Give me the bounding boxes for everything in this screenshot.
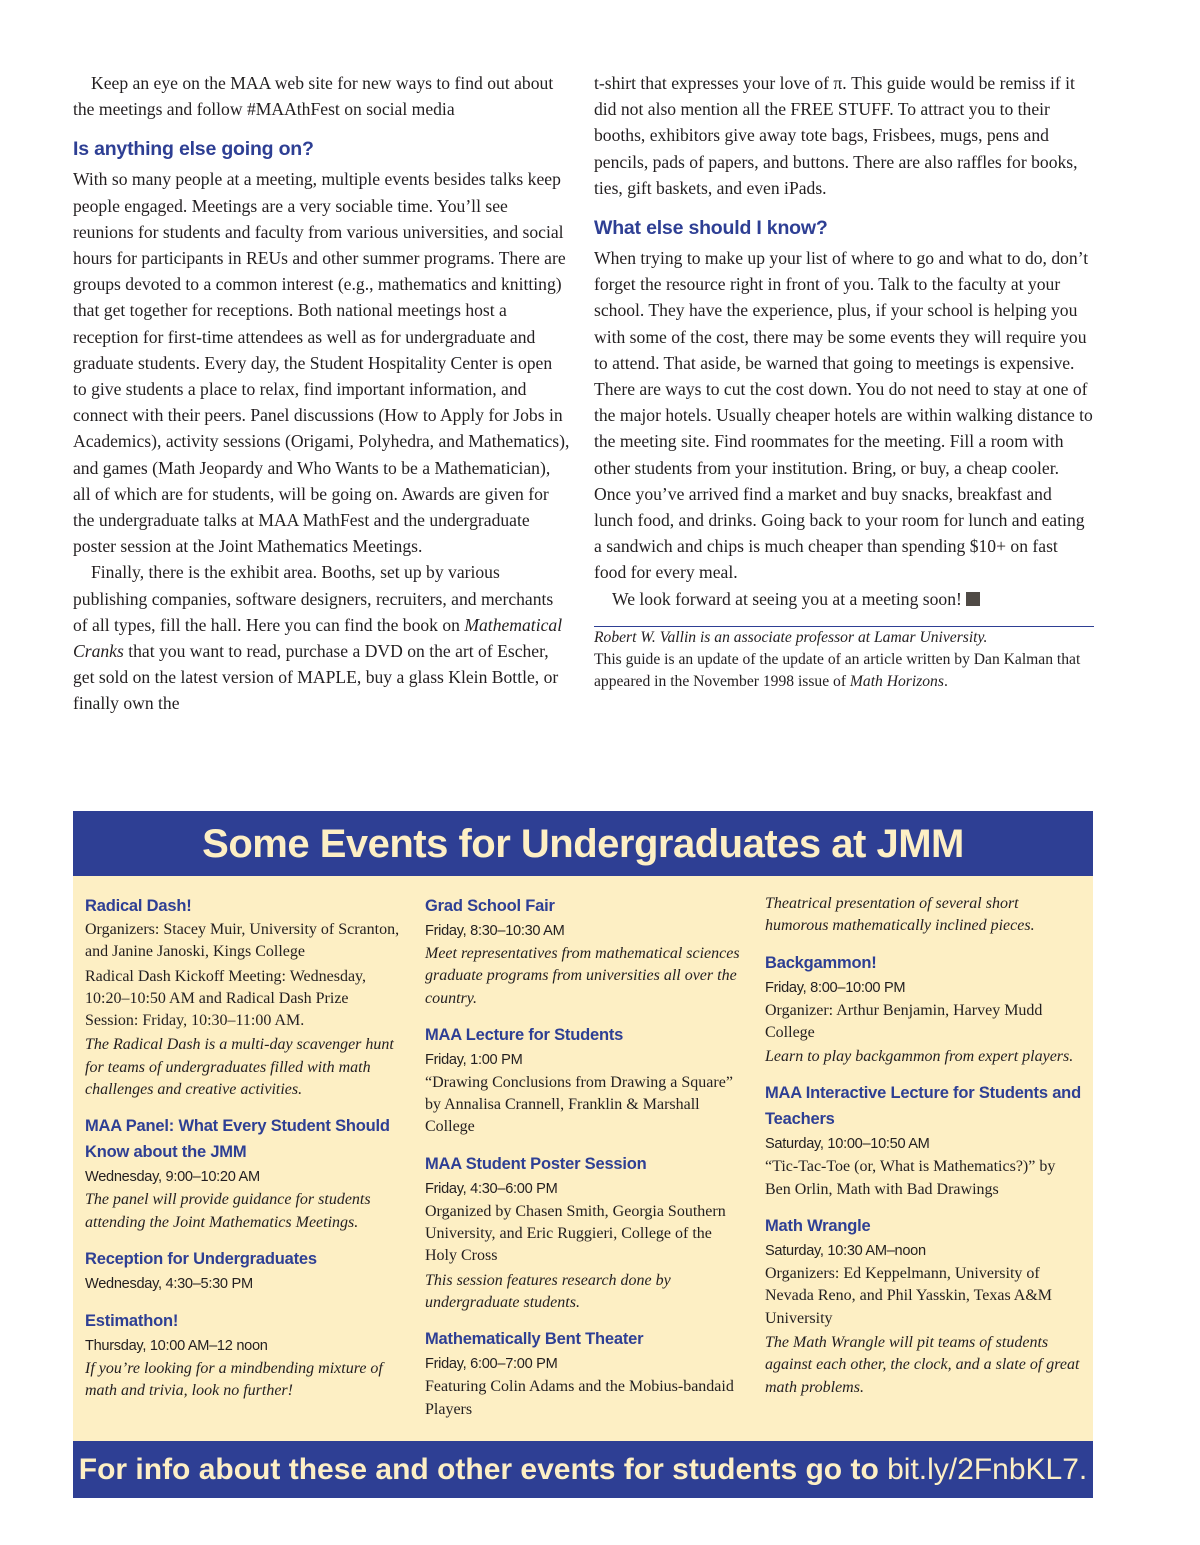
- event-item: [765, 950, 1083, 1069]
- magazine-title: Math Horizons: [849, 672, 944, 690]
- event-time: Saturday, 10:00–10:50 AM: [765, 1136, 930, 1153]
- event-time: Radical Dash Kickoff Meeting: Wednesday, 10:20–10:50 AM and Radical Dash Prize Session: Friday, 10:30–11:00 AM.: [85, 967, 367, 1030]
- events-column-1: [85, 893, 403, 1415]
- event-description: If you’re looking for a mindbending mixture of math and trivia, look no further!: [85, 1359, 383, 1400]
- paragraph: [73, 559, 570, 716]
- paragraph: [594, 586, 1094, 612]
- event-item: [425, 1022, 743, 1139]
- section-heading: Is anything else going on?: [73, 138, 314, 161]
- events-title: Some Events for Undergraduates at JMM: [73, 811, 1093, 876]
- paragraph: t-shirt that expresses your love of π. This guide would be remiss if it did not also mention all the FREE STUFF. To attract you to their booths, exhibitors give away tote bags, Frisbees, mugs, pens and pencils, pads of papers, and buttons. There are also raffles for books, ties, gift baskets, and even iPads.: [594, 73, 1078, 198]
- event-description: Learn to play backgammon from expert players.: [765, 1048, 1074, 1066]
- event-title: Mathematically Bent Theater: [425, 1330, 644, 1349]
- paragraph-text: Finally, there is the exhibit area. Booths, set up by various publishing companies, software designers, recruiters, and merchants of all types, fill the hall. Here you can find the book on: [73, 562, 554, 635]
- event-description: This session features research done by undergraduate students.: [425, 1271, 671, 1311]
- paragraph: Keep an eye on the MAA web site for new ways to find out about the meetings and follow #MAAthFest on social media: [73, 73, 554, 120]
- event-text: Organizers: Ed Keppelmann, University of Nevada Reno, and Phil Yasskin, Texas A&M University: [765, 1265, 1053, 1327]
- paragraph: When trying to make up your list of where to go and what to do, don’t forget the resource right in front of you. Talk to the faculty at your school. They have the experience, plus, if your school is helping you with some of the cost, there may be some events they will require you to attend. That aside, be warned that going to meetings is expensive. There are ways to cut the cost down. You do not need to stay at one of the major hotels. Usually cheaper hotels are within walking distance to the meeting site. Find roommates for the meeting. Fill a room with other students from your institution. Bring, or buy, a cheap cooler. Once you’ve arrived find a market and buy snacks, breakfast and lunch food, and drinks. Going back to your room for lunch and eating a sandwich and chips is much cheaper than spending $10+ on fast food for every meal.: [594, 248, 1093, 583]
- event-time: Friday, 6:00–7:00 PM: [425, 1356, 558, 1373]
- event-title: Math Wrangle: [765, 1217, 871, 1236]
- event-item: [765, 1080, 1083, 1201]
- event-item: [85, 1113, 403, 1234]
- footer-text: For info about these and other events for students go to: [78, 1453, 879, 1486]
- paragraph: With so many people at a meeting, multiple events besides talks keep people engaged. Meetings are a very sociable time. You’ll see reunions for students and faculty from various universities, and social hours for participants in REUs and other summer programs. There are groups devoted to a common interest (e.g., mathematics and knitting) that get together for receptions. Both national meetings host a reception for first-time attendees as well as for undergraduate and graduate students. Every day, the Student Hospitality Center is open to give students a place to relax, find important information, and connect with their peers. Panel discussions (How to Apply for Jobs in Academics), activity sessions (Origami, Polyhedra, and Mathematics), and games (Math Jeopardy and Who Wants to be a Mathematician), all of which are for students, will be going on. Awards are given for the undergraduate talks at MAA MathFest and the undergraduate poster session at the Joint Mathematics Meetings.: [73, 169, 570, 557]
- article-note: [594, 649, 1094, 693]
- events-column-3: [765, 893, 1083, 1411]
- event-item: [425, 1151, 743, 1314]
- events-column-2: [425, 893, 743, 1433]
- note-text-end: .: [943, 672, 948, 690]
- event-time: Wednesday, 4:30–5:30 PM: [85, 1275, 253, 1292]
- event-title: MAA Interactive Lecture for Students and Teachers: [765, 1084, 1081, 1129]
- footer-bar: [73, 1441, 1093, 1498]
- event-text: Organized by Chasen Smith, Georgia Southern University, and Eric Ruggieri, College of the Holy Cross: [425, 1202, 726, 1265]
- event-time: Friday, 8:00–10:00 PM: [765, 979, 906, 996]
- section-heading: What else should I know?: [594, 217, 828, 240]
- event-time: Friday, 1:00 PM: [425, 1051, 523, 1068]
- event-title: Reception for Undergraduates: [85, 1249, 317, 1268]
- left-text-column: [73, 70, 570, 717]
- event-title: MAA Panel: What Every Student Should Know about the JMM: [85, 1117, 390, 1162]
- event-description: Theatrical presentation of several short humorous mathematically inclined pieces.: [765, 895, 1035, 935]
- event-time: Friday, 8:30–10:30 AM: [425, 923, 565, 939]
- event-title: MAA Lecture for Students: [425, 1025, 624, 1044]
- book-title: Mathematical Cranks: [73, 614, 563, 662]
- note-text: This guide is an update of the update of an article written by Dan Kalman that appeared in the November 1998 issue of: [594, 650, 1081, 690]
- event-text: “Drawing Conclusions from Drawing a Square” by Annalisa Crannell, Franklin & Marshall College: [425, 1073, 733, 1136]
- events-box: [73, 811, 1093, 1498]
- event-continued: [765, 893, 1083, 938]
- event-description: The panel will provide guidance for students attending the Joint Mathematics Meetings.: [85, 1191, 371, 1231]
- footer-link[interactable]: bit.ly/2FnbKL7.: [887, 1453, 1088, 1486]
- event-text: Organizers: Stacey Muir, University of Scranton, and Janine Janoski, Kings College: [85, 921, 400, 961]
- author-byline: Robert W. Vallin is an associate professor at Lamar University.: [594, 628, 988, 646]
- event-text: Organizer: Arthur Benjamin, Harvey Mudd College: [765, 1001, 1043, 1041]
- event-time: Friday, 4:30–6:00 PM: [425, 1180, 558, 1197]
- event-title: Radical Dash!: [85, 897, 192, 915]
- event-title: Backgammon!: [765, 953, 877, 972]
- end-mark-icon: [966, 592, 980, 606]
- event-time: Thursday, 10:00 AM–12 noon: [85, 1337, 268, 1354]
- event-text: Featuring Colin Adams and the Mobius-bandaid Players: [425, 1378, 734, 1418]
- right-text-column: [594, 70, 1094, 693]
- event-description: Meet representatives from mathematical sciences graduate programs from universities all over the country.: [425, 945, 740, 1007]
- event-text: “Tic-Tac-Toe (or, What is Mathematics?)” by Ben Orlin, Math with Bad Drawings: [765, 1158, 1056, 1198]
- event-title: Estimathon!: [85, 1311, 179, 1330]
- event-item: [425, 1326, 743, 1421]
- paragraph-text: that you want to read, purchase a DVD on the art of Escher, get sold on the latest version of MAPLE, buy a glass Klein Bottle, or finally own the: [73, 641, 559, 714]
- event-time: Wednesday, 9:00–10:20 AM: [85, 1169, 260, 1186]
- event-title: Grad School Fair: [425, 897, 555, 915]
- event-item: [85, 1308, 403, 1403]
- events-list: [765, 950, 1083, 1399]
- event-title: MAA Student Poster Session: [425, 1154, 647, 1173]
- event-time: Saturday, 10:30 AM–noon: [765, 1243, 926, 1260]
- event-description: The Radical Dash is a multi-day scavenger hunt for teams of undergraduates filled with math challenges and creative activities.: [85, 1036, 394, 1099]
- closing-sentence: We look forward at seeing you at a meeting soon!: [612, 588, 962, 609]
- event-item: [85, 893, 403, 1101]
- event-description: The Math Wrangle will pit teams of students against each other, the clock, and a slate of great math problems.: [765, 1333, 1080, 1396]
- event-item: [765, 1213, 1083, 1399]
- event-item: [425, 893, 743, 1010]
- event-item: [85, 1246, 403, 1296]
